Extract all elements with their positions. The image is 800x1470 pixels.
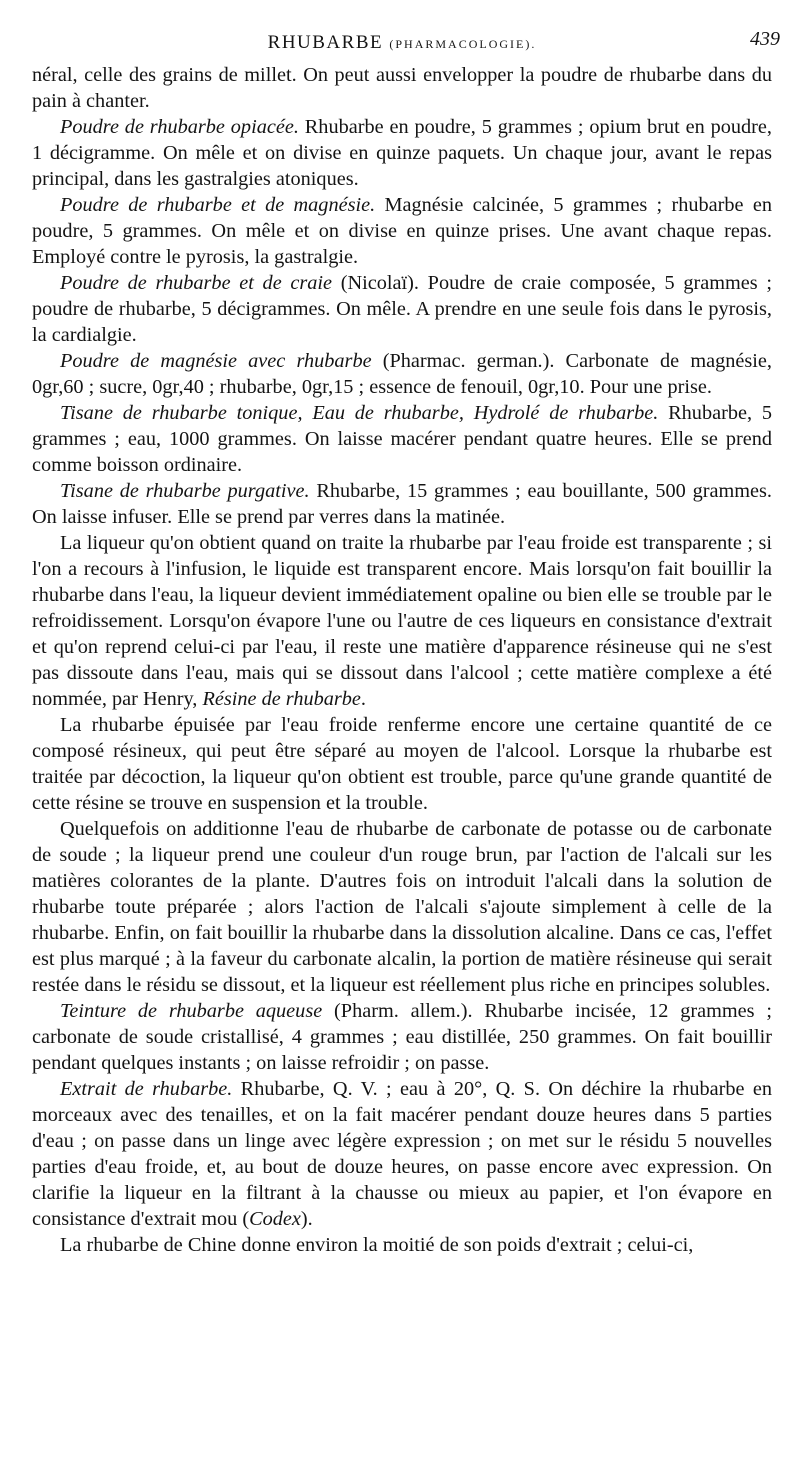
paragraph-poudre-craie — [32, 270, 772, 348]
paragraph-heading: Poudre de rhubarbe opiacée. — [60, 116, 299, 138]
paragraph-teinture-aqueuse — [32, 998, 772, 1076]
paragraph-extrait — [32, 1076, 772, 1232]
paragraph-heading: Teinture de rhubarbe aqueuse — [60, 1000, 323, 1022]
running-title — [32, 32, 772, 54]
paragraph-text: Magnésie calcinée, 5 grammes ; rhubarbe en poudre, 5 grammes. On mêle et on divise en quinze prises. Une avant chaque repas. Employé contre le pyrosis, la gastralgie. — [32, 194, 772, 268]
paragraph-text: néral, celle des grains de millet. On peut aussi envelopper la poudre de rhubarbe dans du pain à chanter. — [32, 64, 772, 112]
paragraph-text: La rhubarbe épuisée par l'eau froide renferme encore une certaine quantité de ce composé résineux, qui peut être séparé au moyen de l'alcool. Lorsque la rhubarbe est traitée par décoction, la liqueur qu'on obtient est trouble, parce qu'une grande quantité de cette résine se trouve en suspension et la trouble. — [32, 714, 772, 814]
paragraph-text: (Pharm. allem.). Rhubarbe incisée, 12 grammes ; carbonate de soude cristallisé, 4 grammes ; eau distillée, 250 grammes. On fait bouillir pendant quelques instants ; on laisse refroidir ; on passe. — [32, 1000, 773, 1074]
paragraph-poudre-opiacee — [32, 114, 772, 192]
paragraph-carbonate — [32, 816, 772, 998]
paragraph-text: Rhubarbe, 15 grammes ; eau bouillante, 500 grammes. On laisse infuser. Elle se prend par verres dans la matinée. — [32, 480, 772, 528]
page-body — [32, 62, 772, 1258]
paragraph-tisane-tonique — [32, 400, 772, 478]
paragraph-heading: Poudre de rhubarbe et de magnésie. — [60, 194, 376, 216]
paragraph-text: Quelquefois on additionne l'eau de rhubarbe de carbonate de potasse ou de carbonate de soude ; la liqueur prend une couleur d'un rouge brun, par l'action de l'alcali sur les matières colorantes de la plante. D'autres fois on introduit l'alcali dans la solution de rhubarbe toute préparée ; alors l'action de l'alcali s'ajoute simplement à celle de la rhubarbe. Enfin, on fait bouillir la rhubarbe dans la dissolution alcaline. Dans ce cas, l'effet est plus marqué ; à la faveur du carbonate alcalin, la portion de matière résineuse qui serait restée dans le résidu se dissout, et la liqueur est réellement plus riche en principes solubles. — [32, 818, 772, 996]
running-header — [32, 28, 780, 62]
page-number: 439 — [750, 28, 780, 50]
paragraph-end: ). — [300, 1208, 313, 1230]
paragraph-liqueur — [32, 530, 772, 712]
paragraph-heading: Tisane de rhubarbe purgative. — [60, 480, 310, 502]
paragraph-text: Rhubarbe, Q. V. ; eau à 20°, Q. S. On déchire la rhubarbe en morceaux avec des tenailles, et on la fait macérer pendant douze heures dans 5 parties d'eau ; on passe dans un linge avec légère expression ; on met sur le résidu 5 nouvelles parties d'eau froide, et, au bout de douze heures, on passe encore avec expression. On clarifie la liqueur en la filtrant à la chausse ou mieux au papier, et l'on évapore en consistance d'extrait mou ( — [32, 1078, 772, 1230]
paragraph-rhubarbe-epuisee — [32, 712, 772, 816]
header-subtitle: (PHARMACOLOGIE). — [389, 37, 537, 51]
paragraph-tisane-purgative — [32, 478, 772, 530]
italic-term: Codex — [249, 1208, 301, 1230]
header-title: RHUBARBE — [267, 32, 384, 53]
paragraph-heading: Tisane de rhubarbe tonique, Eau de rhubarbe, Hydrolé de rhubarbe. — [60, 402, 659, 424]
paragraph-text: (Nicolaï). Poudre de craie composée, 5 grammes ; poudre de rhubarbe, 5 décigrammes. On mêle. A prendre en une seule fois dans le pyrosis, la cardialgie. — [32, 272, 772, 346]
book-page — [32, 28, 780, 1258]
paragraph-continuation — [32, 62, 772, 114]
paragraph-rhubarbe-chine — [32, 1232, 772, 1258]
paragraph-poudre-magnesie-rhubarbe — [32, 348, 772, 400]
paragraph-text: Rhubarbe, 5 grammes ; eau, 1000 grammes. On laisse macérer pendant quatre heures. Elle se prend comme boisson ordinaire. — [32, 402, 772, 476]
paragraph-text: La rhubarbe de Chine donne environ la moitié de son poids d'extrait ; celui-ci, — [60, 1234, 694, 1256]
paragraph-heading: Poudre de magnésie avec rhubarbe — [60, 350, 372, 372]
paragraph-text: Rhubarbe en poudre, 5 grammes ; opium brut en poudre, 1 décigramme. On mêle et on divise en quinze paquets. Un chaque jour, avant le repas principal, dans les gastralgies atoniques. — [32, 116, 773, 190]
paragraph-heading: Extrait de rhubarbe. — [60, 1078, 233, 1100]
paragraph-heading: Poudre de rhubarbe et de craie — [60, 272, 333, 294]
paragraph-poudre-magnesie — [32, 192, 772, 270]
paragraph-end: . — [360, 688, 366, 710]
paragraph-text: La liqueur qu'on obtient quand on traite la rhubarbe par l'eau froide est transparente ; si l'on a recours à l'infusion, le liquide est transparent encore. Mais lorsqu'on fait bouillir la rhubarbe dans l'eau, la liqueur devient immédiatement opaline ou bien elle se trouble par le refroidissement. Lorsqu'on évapore l'une ou l'autre de ces liqueurs en consistance d'extrait et qu'on reprend celui-ci par l'eau, il reste une matière d'apparence résineuse qui ne s'est pas dissoute dans l'eau, mais qui se dissout dans l'alcool ; cette matière complexe a été nommée, par Henry, — [32, 532, 772, 710]
italic-term: Résine de rhubarbe — [202, 688, 361, 710]
paragraph-text: (Pharmac. german.). Carbonate de magnésie, 0gr,60 ; sucre, 0gr,40 ; rhubarbe, 0gr,15 ; essence de fenouil, 0gr,10. Pour une prise. — [32, 350, 773, 398]
